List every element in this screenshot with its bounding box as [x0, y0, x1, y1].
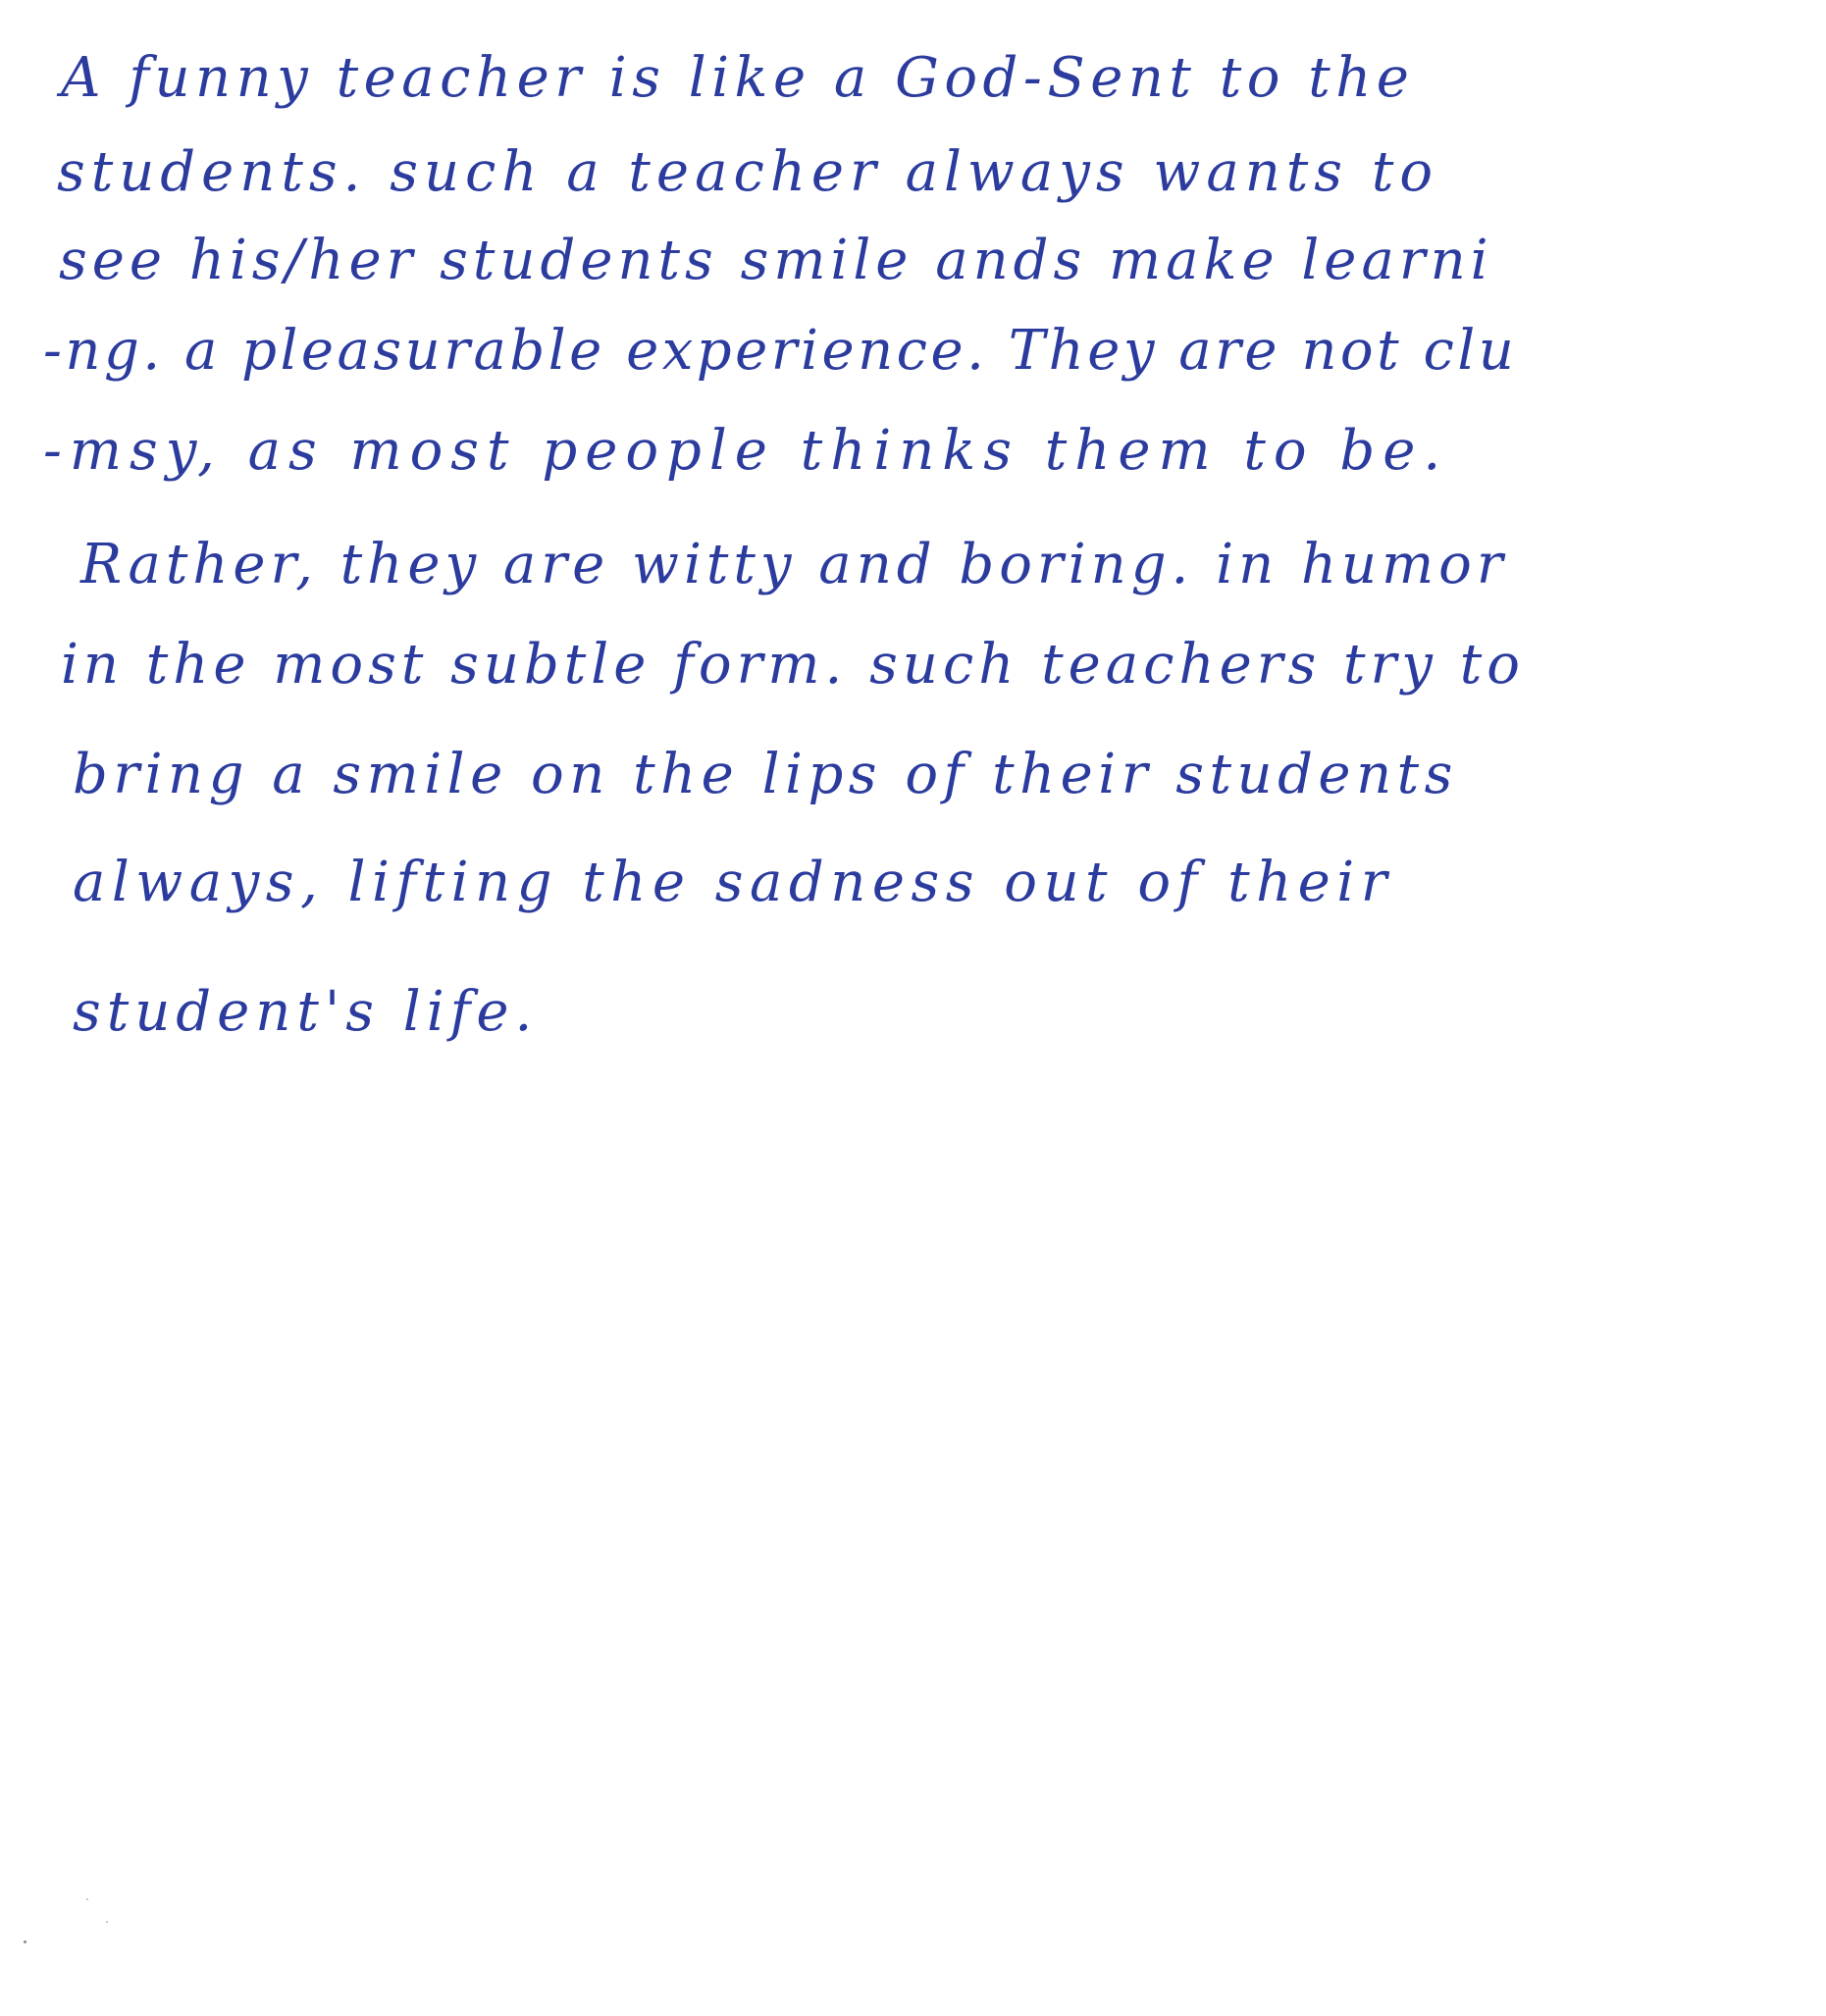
- paper-speck: [24, 1940, 26, 1943]
- handwritten-line-4: -ng. a pleasurable experience. They are not clu: [43, 319, 1518, 383]
- handwritten-line-6: Rather, they are witty and boring. in humor: [80, 533, 1508, 596]
- paper-speck: [106, 1921, 108, 1923]
- handwritten-line-10: student's life.: [73, 980, 539, 1044]
- handwritten-line-1: A funny teacher is like a God-Sent to the: [61, 46, 1415, 110]
- handwritten-line-5: -msy, as most people thinks them to be.: [43, 419, 1449, 483]
- handwritten-line-9: always, lifting the sadness out of their: [73, 851, 1393, 914]
- handwritten-line-8: bring a smile on the lips of their students: [73, 743, 1458, 806]
- handwritten-line-7: in the most subtle form. such teachers try to: [61, 633, 1525, 697]
- handwritten-line-3: see his/her students smile ands make learni: [59, 229, 1493, 292]
- handwritten-line-2: students. such a teacher always wants to: [57, 140, 1439, 204]
- paper-speck: [86, 1898, 88, 1900]
